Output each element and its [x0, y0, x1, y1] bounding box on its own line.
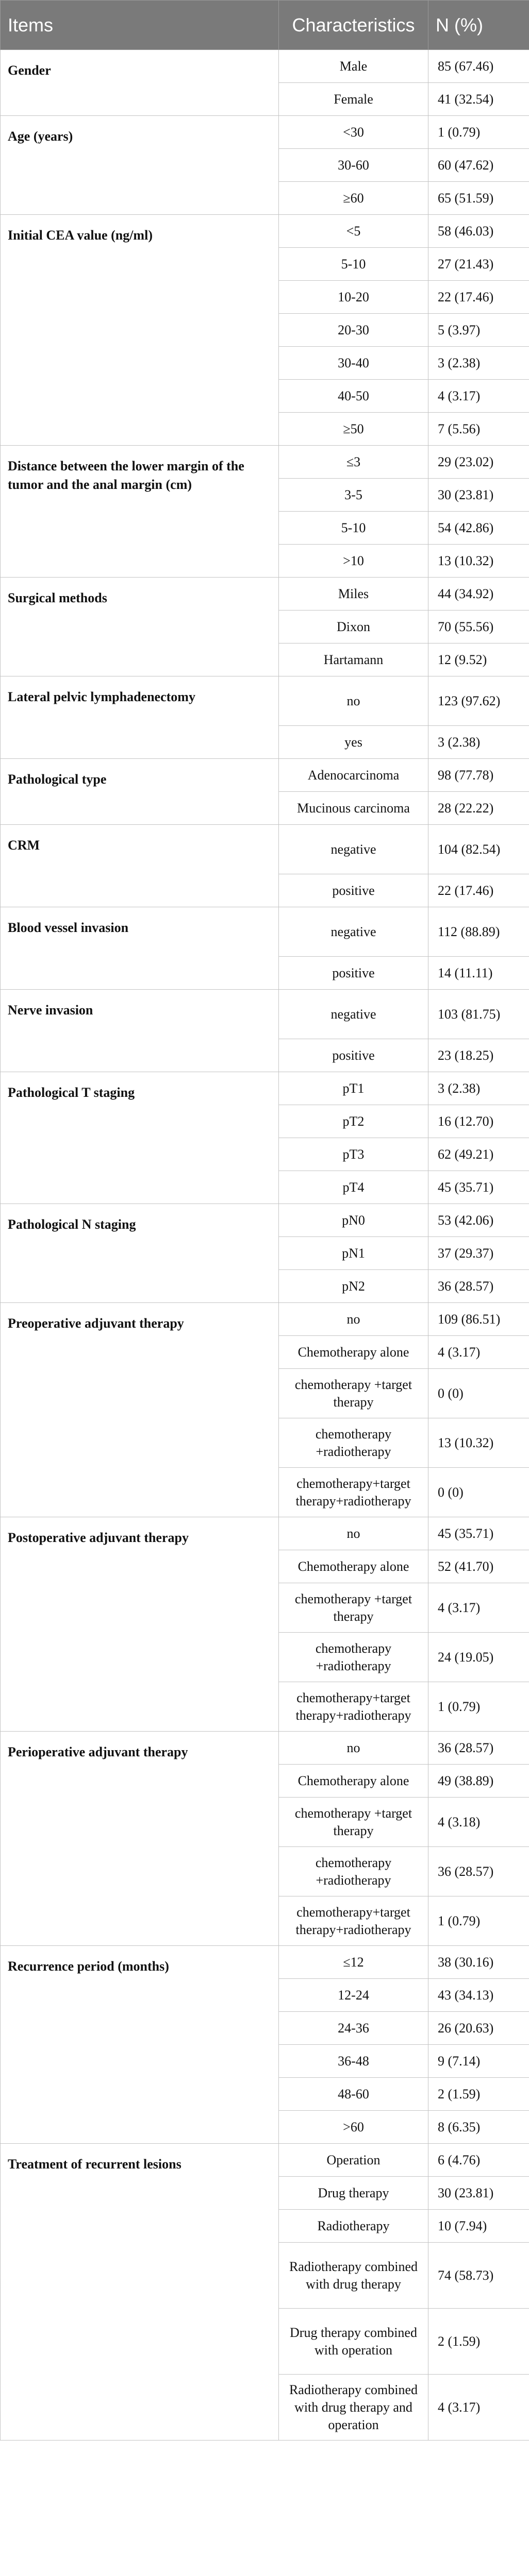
n-percent-cell: 1 (0.79)	[428, 1682, 529, 1732]
characteristic-cell: Hartamann	[279, 643, 428, 676]
table-row	[1, 1732, 529, 1765]
n-percent-cell: 37 (29.37)	[428, 1237, 529, 1270]
characteristic-cell: Adenocarcinoma	[279, 759, 428, 792]
characteristic-cell: chemotherapy +radiotherapy	[279, 1847, 428, 1896]
characteristic-cell: ≥60	[279, 182, 428, 215]
header-row	[1, 1, 529, 50]
n-percent-cell: 54 (42.86)	[428, 512, 529, 545]
n-percent-cell: 3 (2.38)	[428, 1072, 529, 1105]
characteristic-cell: >60	[279, 2111, 428, 2144]
table-row	[1, 1204, 529, 1237]
item-label: Nerve invasion	[1, 990, 279, 1072]
characteristic-cell: chemotherapy+target therapy+radiotherapy	[279, 1468, 428, 1517]
item-label: Perioperative adjuvant therapy	[1, 1732, 279, 1946]
characteristic-cell: no	[279, 676, 428, 726]
n-percent-cell: 0 (0)	[428, 1468, 529, 1517]
characteristic-cell: <30	[279, 116, 428, 149]
header-n-percent: N (%)	[428, 1, 529, 50]
characteristic-cell: ≤12	[279, 1946, 428, 1979]
n-percent-cell: 13 (10.32)	[428, 1418, 529, 1468]
n-percent-cell: 2 (1.59)	[428, 2078, 529, 2111]
n-percent-cell: 36 (28.57)	[428, 1732, 529, 1765]
item-label: Pathological type	[1, 759, 279, 825]
n-percent-cell: 12 (9.52)	[428, 643, 529, 676]
n-percent-cell: 112 (88.89)	[428, 907, 529, 957]
table-row	[1, 1072, 529, 1105]
item-label: Distance between the lower margin of the tumor and the anal margin (cm)	[1, 446, 279, 578]
characteristic-cell: pN1	[279, 1237, 428, 1270]
characteristic-cell: chemotherapy +target therapy	[279, 1798, 428, 1847]
n-percent-cell: 4 (3.17)	[428, 2375, 529, 2441]
table-row	[1, 116, 529, 149]
characteristic-cell: ≤3	[279, 446, 428, 479]
table-row	[1, 759, 529, 792]
characteristic-cell: yes	[279, 726, 428, 759]
table-row	[1, 2144, 529, 2177]
characteristic-cell: 3-5	[279, 479, 428, 512]
n-percent-cell: 58 (46.03)	[428, 215, 529, 248]
n-percent-cell: 30 (23.81)	[428, 2177, 529, 2210]
characteristic-cell: Miles	[279, 578, 428, 611]
n-percent-cell: 2 (1.59)	[428, 2309, 529, 2375]
characteristic-cell: Chemotherapy alone	[279, 1550, 428, 1583]
characteristic-cell: Radiotherapy combined with drug therapy and operation	[279, 2375, 428, 2441]
table-row	[1, 907, 529, 957]
n-percent-cell: 7 (5.56)	[428, 413, 529, 446]
n-percent-cell: 29 (23.02)	[428, 446, 529, 479]
n-percent-cell: 3 (2.38)	[428, 347, 529, 380]
characteristic-cell: chemotherapy +radiotherapy	[279, 1418, 428, 1468]
characteristic-cell: >10	[279, 545, 428, 578]
n-percent-cell: 62 (49.21)	[428, 1138, 529, 1171]
n-percent-cell: 4 (3.17)	[428, 1583, 529, 1633]
characteristic-cell: Radiotherapy combined with drug therapy	[279, 2243, 428, 2309]
characteristic-cell: 20-30	[279, 314, 428, 347]
characteristic-cell: 36-48	[279, 2045, 428, 2078]
characteristic-cell: no	[279, 1517, 428, 1550]
n-percent-cell: 22 (17.46)	[428, 874, 529, 907]
n-percent-cell: 44 (34.92)	[428, 578, 529, 611]
characteristic-cell: pN0	[279, 1204, 428, 1237]
characteristic-cell: chemotherapy+target therapy+radiotherapy	[279, 1896, 428, 1946]
n-percent-cell: 26 (20.63)	[428, 2012, 529, 2045]
n-percent-cell: 109 (86.51)	[428, 1303, 529, 1336]
header-items: Items	[1, 1, 279, 50]
n-percent-cell: 10 (7.94)	[428, 2210, 529, 2243]
characteristic-cell: pT2	[279, 1105, 428, 1138]
characteristic-cell: 30-40	[279, 347, 428, 380]
n-percent-cell: 6 (4.76)	[428, 2144, 529, 2177]
characteristic-cell: negative	[279, 825, 428, 874]
characteristic-cell: chemotherapy +radiotherapy	[279, 1633, 428, 1682]
item-label: Treatment of recurrent lesions	[1, 2144, 279, 2441]
characteristic-cell: no	[279, 1303, 428, 1336]
n-percent-cell: 45 (35.71)	[428, 1171, 529, 1204]
n-percent-cell: 74 (58.73)	[428, 2243, 529, 2309]
characteristic-cell: <5	[279, 215, 428, 248]
n-percent-cell: 14 (11.11)	[428, 957, 529, 990]
table-row	[1, 50, 529, 83]
n-percent-cell: 5 (3.97)	[428, 314, 529, 347]
table-body	[1, 50, 529, 2441]
n-percent-cell: 4 (3.17)	[428, 1336, 529, 1369]
table-row	[1, 446, 529, 479]
item-label: Gender	[1, 50, 279, 116]
characteristic-cell: chemotherapy +target therapy	[279, 1583, 428, 1633]
n-percent-cell: 16 (12.70)	[428, 1105, 529, 1138]
item-label: Preoperative adjuvant therapy	[1, 1303, 279, 1517]
item-label: Initial CEA value (ng/ml)	[1, 215, 279, 446]
characteristic-cell: 5-10	[279, 512, 428, 545]
characteristic-cell: 24-36	[279, 2012, 428, 2045]
characteristic-cell: pN2	[279, 1270, 428, 1303]
characteristic-cell: negative	[279, 990, 428, 1039]
item-label: Lateral pelvic lymphadenectomy	[1, 676, 279, 759]
characteristic-cell: positive	[279, 1039, 428, 1072]
n-percent-cell: 0 (0)	[428, 1369, 529, 1418]
characteristic-cell: Chemotherapy alone	[279, 1765, 428, 1798]
n-percent-cell: 23 (18.25)	[428, 1039, 529, 1072]
characteristic-cell: 40-50	[279, 380, 428, 413]
n-percent-cell: 3 (2.38)	[428, 726, 529, 759]
n-percent-cell: 60 (47.62)	[428, 149, 529, 182]
n-percent-cell: 41 (32.54)	[428, 83, 529, 116]
characteristic-cell: 5-10	[279, 248, 428, 281]
n-percent-cell: 53 (42.06)	[428, 1204, 529, 1237]
characteristic-cell: pT3	[279, 1138, 428, 1171]
n-percent-cell: 65 (51.59)	[428, 182, 529, 215]
characteristic-cell: Mucinous carcinoma	[279, 792, 428, 825]
n-percent-cell: 98 (77.78)	[428, 759, 529, 792]
n-percent-cell: 52 (41.70)	[428, 1550, 529, 1583]
n-percent-cell: 103 (81.75)	[428, 990, 529, 1039]
characteristic-cell: no	[279, 1732, 428, 1765]
header-characteristics: Characteristics	[279, 1, 428, 50]
n-percent-cell: 43 (34.13)	[428, 1979, 529, 2012]
characteristic-cell: 30-60	[279, 149, 428, 182]
n-percent-cell: 49 (38.89)	[428, 1765, 529, 1798]
n-percent-cell: 36 (28.57)	[428, 1847, 529, 1896]
characteristic-cell: chemotherapy+target therapy+radiotherapy	[279, 1682, 428, 1732]
item-label: Pathological T staging	[1, 1072, 279, 1204]
characteristic-cell: ≥50	[279, 413, 428, 446]
table-row	[1, 825, 529, 874]
n-percent-cell: 1 (0.79)	[428, 1896, 529, 1946]
characteristic-cell: chemotherapy +target therapy	[279, 1369, 428, 1418]
characteristic-cell: Drug therapy combined with operation	[279, 2309, 428, 2375]
item-label: CRM	[1, 825, 279, 907]
characteristic-cell: Radiotherapy	[279, 2210, 428, 2243]
characteristic-cell: 12-24	[279, 1979, 428, 2012]
item-label: Blood vessel invasion	[1, 907, 279, 990]
table-row	[1, 1517, 529, 1550]
n-percent-cell: 4 (3.18)	[428, 1798, 529, 1847]
n-percent-cell: 8 (6.35)	[428, 2111, 529, 2144]
characteristic-cell: Male	[279, 50, 428, 83]
n-percent-cell: 45 (35.71)	[428, 1517, 529, 1550]
n-percent-cell: 104 (82.54)	[428, 825, 529, 874]
n-percent-cell: 27 (21.43)	[428, 248, 529, 281]
table-row	[1, 1946, 529, 1979]
characteristic-cell: Operation	[279, 2144, 428, 2177]
characteristic-cell: negative	[279, 907, 428, 957]
characteristic-cell: pT4	[279, 1171, 428, 1204]
n-percent-cell: 1 (0.79)	[428, 116, 529, 149]
item-label: Pathological N staging	[1, 1204, 279, 1303]
table-row	[1, 1303, 529, 1336]
table-row	[1, 578, 529, 611]
n-percent-cell: 4 (3.17)	[428, 380, 529, 413]
n-percent-cell: 38 (30.16)	[428, 1946, 529, 1979]
n-percent-cell: 13 (10.32)	[428, 545, 529, 578]
n-percent-cell: 123 (97.62)	[428, 676, 529, 726]
n-percent-cell: 28 (22.22)	[428, 792, 529, 825]
table-row	[1, 990, 529, 1039]
characteristic-cell: 10-20	[279, 281, 428, 314]
characteristic-cell: Drug therapy	[279, 2177, 428, 2210]
n-percent-cell: 30 (23.81)	[428, 479, 529, 512]
n-percent-cell: 9 (7.14)	[428, 2045, 529, 2078]
characteristic-cell: pT1	[279, 1072, 428, 1105]
n-percent-cell: 36 (28.57)	[428, 1270, 529, 1303]
n-percent-cell: 22 (17.46)	[428, 281, 529, 314]
characteristic-cell: 48-60	[279, 2078, 428, 2111]
n-percent-cell: 85 (67.46)	[428, 50, 529, 83]
item-label: Postoperative adjuvant therapy	[1, 1517, 279, 1732]
item-label: Age (years)	[1, 116, 279, 215]
item-label: Surgical methods	[1, 578, 279, 676]
characteristic-cell: positive	[279, 957, 428, 990]
characteristic-cell: Chemotherapy alone	[279, 1336, 428, 1369]
characteristic-cell: positive	[279, 874, 428, 907]
characteristic-cell: Female	[279, 83, 428, 116]
n-percent-cell: 24 (19.05)	[428, 1633, 529, 1682]
item-label: Recurrence period (months)	[1, 1946, 279, 2144]
characteristic-cell: Dixon	[279, 611, 428, 643]
n-percent-cell: 70 (55.56)	[428, 611, 529, 643]
table-row	[1, 215, 529, 248]
table-row	[1, 676, 529, 726]
